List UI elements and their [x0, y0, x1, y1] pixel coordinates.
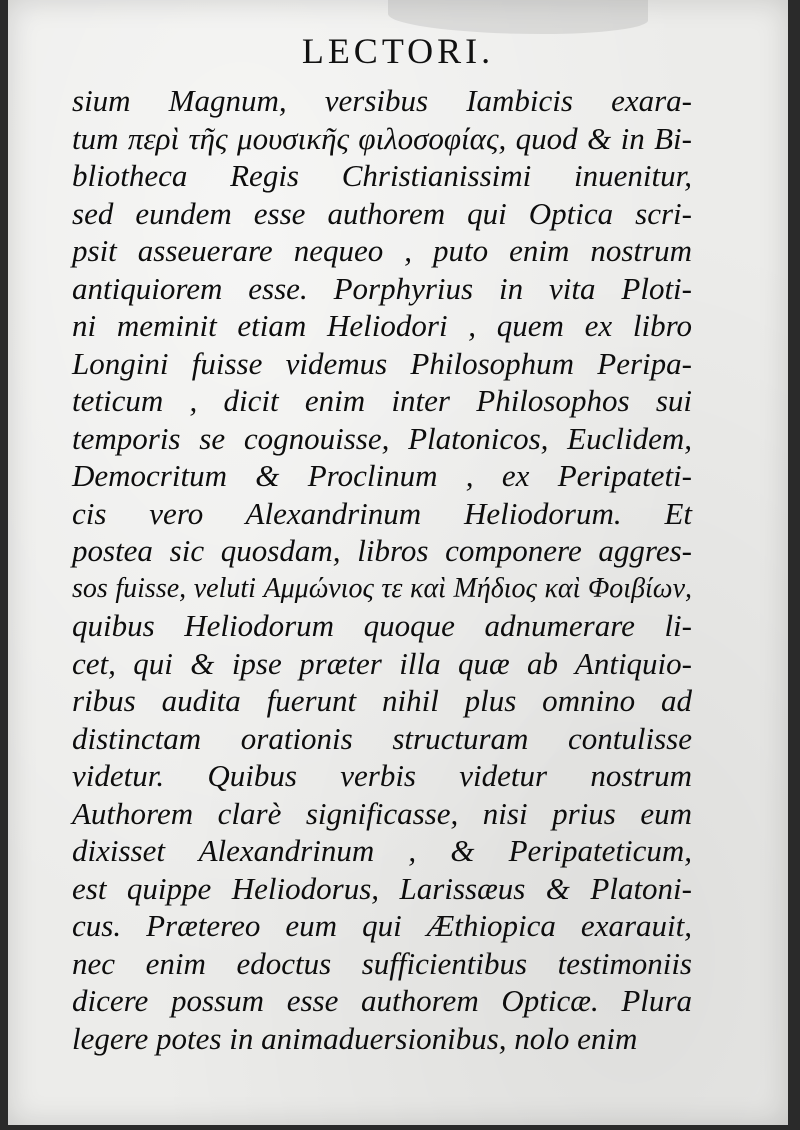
text-line: cus. Prætereo eum qui Æthiopica exarauit, [72, 908, 692, 943]
text-line: ni meminit etiam Heliodori , quem ex libro [72, 308, 692, 343]
text-line: legere potes in animaduersionibus, nolo enim [72, 1020, 638, 1056]
text-line: nec enim edoctus sufficientibus testimoniis [72, 945, 692, 981]
page-heading: LECTORI. [301, 31, 495, 71]
text-line: teticum , dicit enim inter Philosophos sui [72, 383, 692, 418]
text-line: Democritum & Proclinum , ex Peripateti- [72, 458, 692, 493]
text-line: antiquiorem esse. Porphyrius in vita Ploti- [72, 270, 692, 306]
text-line: postea sic quosdam, libros componere aggres- [72, 533, 692, 568]
text-line: sed eundem esse authorem qui Optica scri- [72, 195, 692, 231]
text-line: videtur. Quibus verbis videtur nostrum [72, 758, 692, 793]
text-line: distinctam orationis structuram contulisse [72, 720, 692, 756]
text-line: ribus audita fuerunt nihil plus omnino ad [72, 683, 692, 718]
text-line: sium Magnum, versibus Iambicis exara- [72, 83, 692, 118]
paper-stain [388, 0, 648, 34]
text-line: tum περὶ τῆς μουσικῆς φιλοσοφίας, quod & in Bi- [72, 120, 692, 156]
book-page [8, 0, 788, 1125]
text-line: cet, qui & ipse præter illa quæ ab Antiquio- [72, 645, 692, 681]
text-line: sos fuisse, veluti Αμμώνιος τε καὶ Μήδιος καὶ Φοιβίων, [72, 572, 692, 604]
text-line: quibus Heliodorum quoque adnumerare li- [72, 608, 692, 643]
body-text [72, 82, 692, 1057]
text-line: dixisset Alexandrinum , & Peripateticum, [72, 833, 692, 868]
text-line: Authorem clarè significasse, nisi prius eum [72, 795, 692, 831]
text-line: est quippe Heliodorus, Larissæus & Platoni- [72, 870, 692, 906]
text-line: bliotheca Regis Christianissimi inuenitur, [72, 158, 692, 193]
text-line: temporis se cognouisse, Platonicos, Euclidem, [72, 420, 692, 456]
text-line: Longini fuisse videmus Philosophum Peripa- [72, 345, 692, 381]
text-line: psit asseuerare nequeo , puto enim nostrum [72, 233, 692, 268]
text-line: dicere possum esse authorem Opticæ. Plura [72, 983, 692, 1018]
text-line: cis vero Alexandrinum Heliodorum. Et [72, 495, 692, 531]
